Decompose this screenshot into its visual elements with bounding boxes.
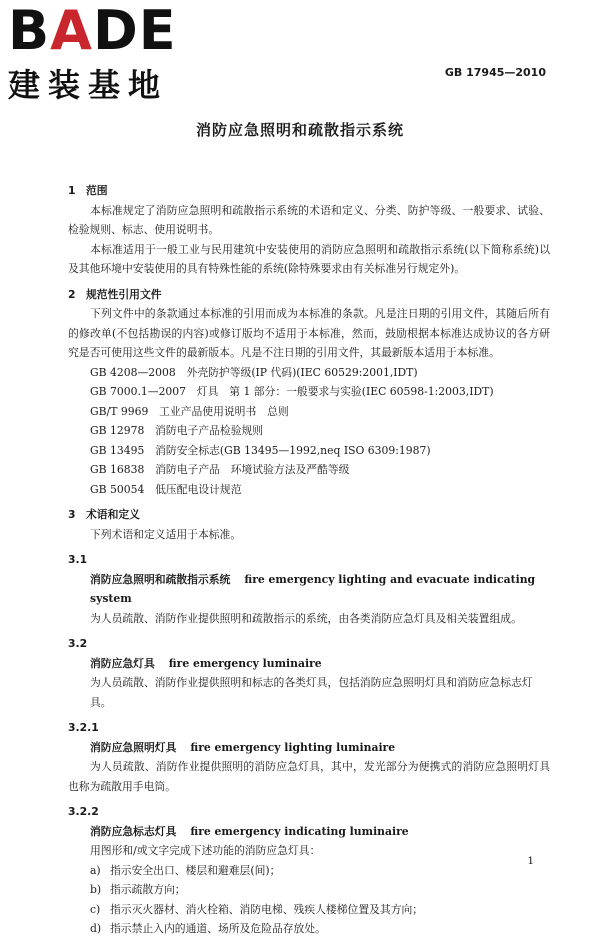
clause-number: 3.2 [68,637,88,650]
reference-item: GB 7000.1—2007 灯具 第 1 部分：一般要求与实验(IEC 60598-1:2003,IDT) [90,385,494,398]
term-definition: 为人员疏散、消防作业提供照明和标志的各类灯具，包括消防应急照明灯具和消防应急标志灯具。 [90,676,533,709]
paragraph: 下列术语和定义适用于本标准。 [90,527,242,541]
page-number: 1 [527,855,534,867]
document-body [68,175,550,939]
bade-logo [8,0,183,104]
logo-chinese-text: 建装基地 [8,66,169,104]
term-definition: 用图形和/或文字完成下述功能的消防应急灯具： [90,844,321,857]
term-entry: 消防应急灯具 fire emergency luminaire [90,656,322,670]
term-definition: 为人员疏散、消防作业提供照明的消防应急灯具，其中，发光部分为便携式的消防应急照明灯具也称为疏散用手电筒。 [68,760,550,793]
reference-item: GB 50054 低压配电设计规范 [90,482,242,496]
section-heading-normative-references: 2 规范性引用文件 [68,287,162,301]
reference-item: GB 13495 消防安全标志(GB 13495—1992,neq ISO 6309:1987) [90,443,431,457]
list-item: a) 指示安全出口、楼层和避难层(间)； [90,863,281,877]
paragraph: 本标准规定了消防应急照明和疏散指示系统的术语和定义、分类、防护等级、一般要求、试验、检验规则、标志、使用说明书。 [68,203,550,236]
clause-number: 3.1 [68,553,88,566]
section-heading-terms-definitions: 3 术语和定义 [68,508,140,521]
list-item: c) 指示灭火器材、消火栓箱、消防电梯、残疾人楼梯位置及其方向； [90,902,424,916]
reference-item: GB 12978 消防电子产品检验规则 [90,424,264,437]
clause-number: 3.2.1 [68,721,99,734]
clause-number: 3.2.2 [68,805,99,818]
term-entry: 消防应急照明灯具 fire emergency lighting luminaire [90,740,396,754]
term-definition: 为人员疏散、消防作业提供照明和疏散指示的系统，由各类消防应急灯具及相关装置组成。 [90,611,522,625]
document-title: 消防应急照明和疏散指示系统 [195,121,404,139]
reference-item: GB 16838 消防电子产品 环境试验方法及严酷等级 [90,463,350,476]
term-entry: 消防应急照明和疏散指示系统 fire emergency lighting and evacuate indicating system [90,572,536,605]
standard-code: GB 17945—2010 [444,66,546,79]
section-heading-scope: 1 范围 [68,184,108,197]
paragraph: 下列文件中的条款通过本标准的引用而成为本标准的条款。凡是注日期的引用文件，其随后所有的修改单(不包括勘误的内容)或修订版均不适用于本标准，然而，鼓励根据本标准达成协议的各方研究是否可使用这些文件的最新版本。凡是不注日期的引用文件，其最新版本适用于本标准。 [68,307,550,359]
paragraph: 本标准适用于一般工业与民用建筑中安装使用的消防应急照明和疏散指示系统(以下简称系统)以及其他环境中安装使用的具有特殊性能的系统(除特殊要求由有关标准另行规定外)。 [68,242,550,275]
list-item: d) 指示禁止入内的通道、场所及危险品存放处。 [90,922,326,935]
reference-item: GB 4208—2008 外壳防护等级(IP 代码)(IEC 60529:2001,IDT) [90,365,418,379]
list-item: b) 指示疏散方向； [90,883,186,896]
reference-item: GB/T 9969 工业产品使用说明书 总则 [90,404,289,418]
term-entry: 消防应急标志灯具 fire emergency indicating luminaire [90,824,409,838]
logo-wordmark: BADE [8,0,177,62]
